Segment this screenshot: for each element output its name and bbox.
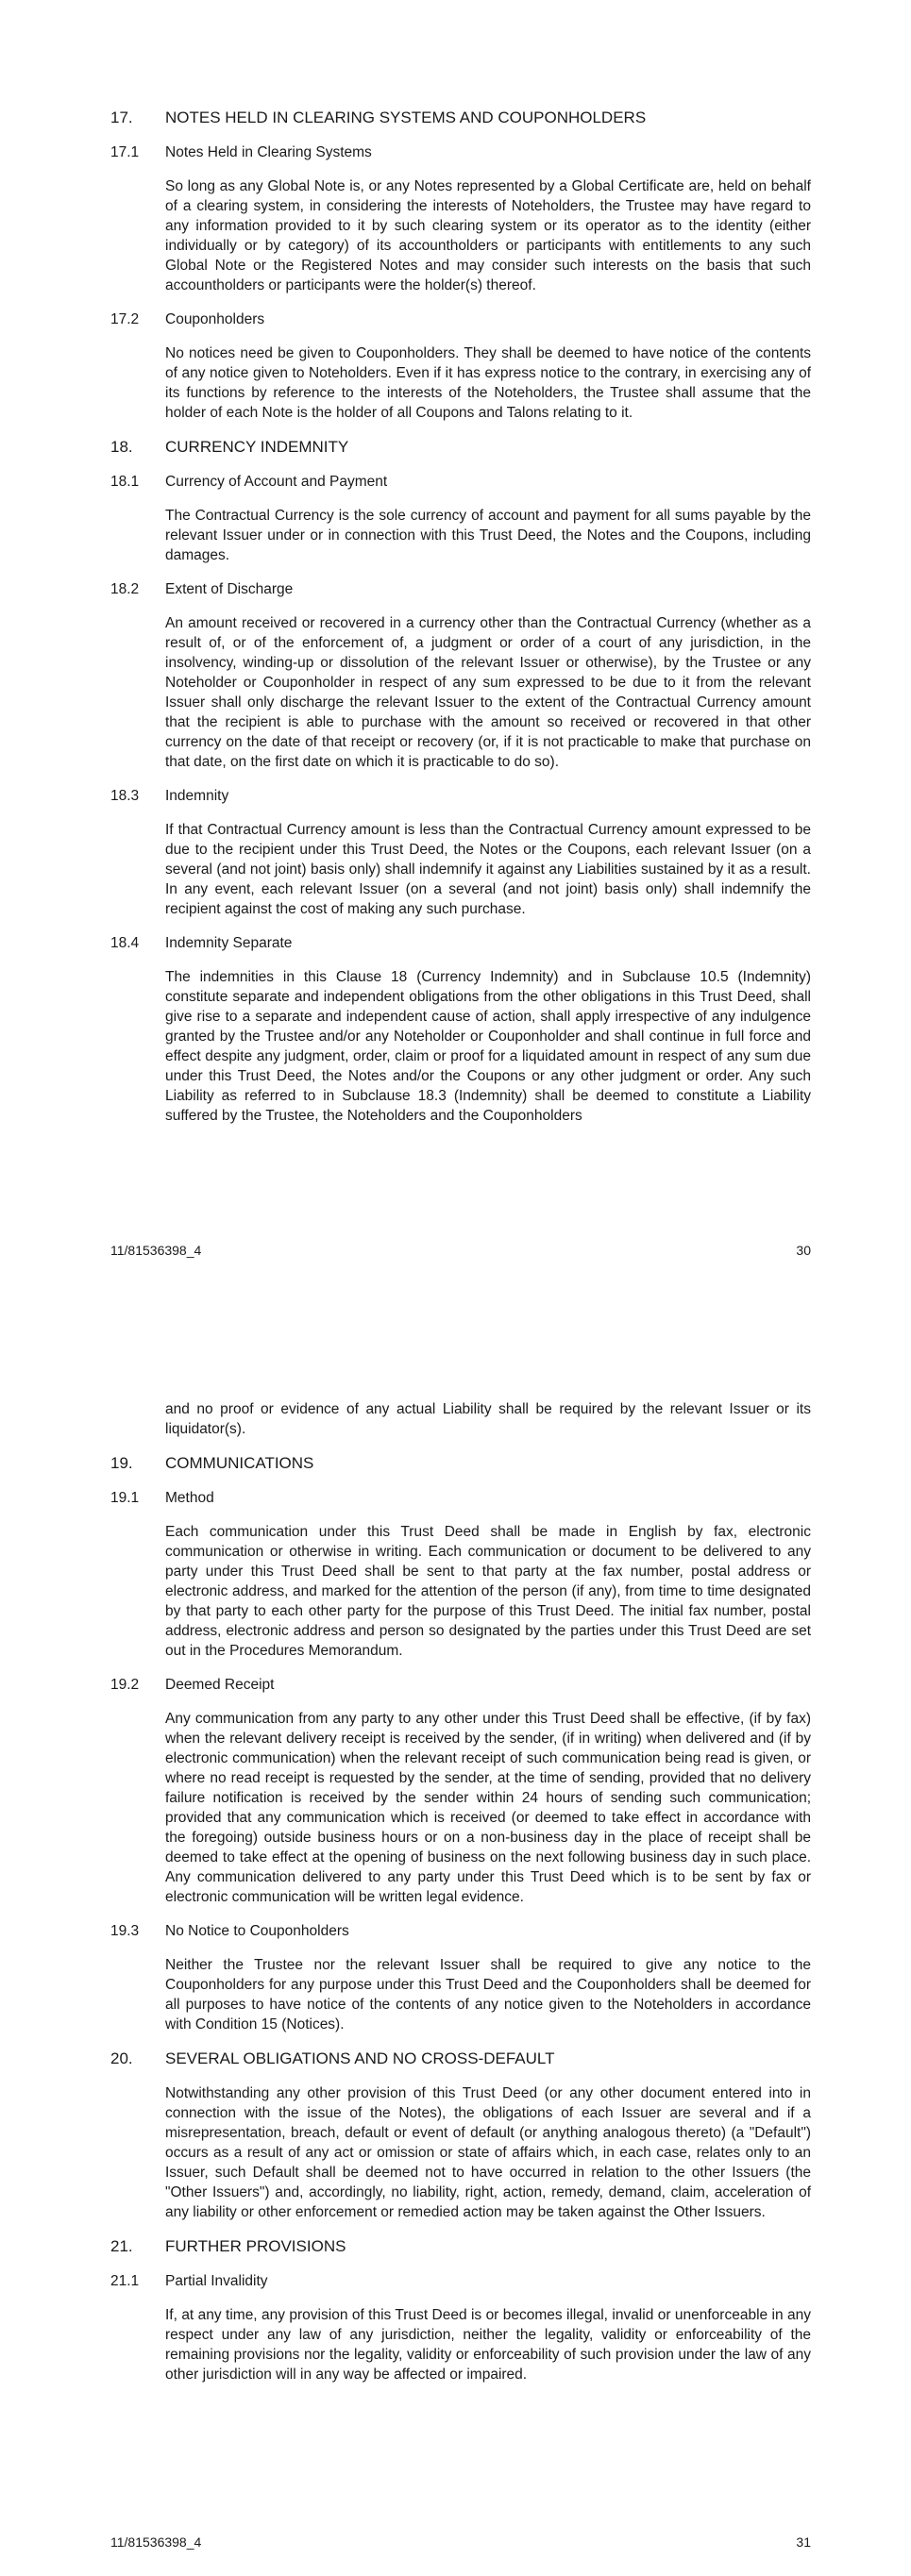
clause-number: 17. [110,109,133,126]
subclause-title: Deemed Receipt [165,1677,275,1693]
subclause-heading-18-4 [110,933,811,953]
subclause-number: 18.1 [110,474,140,490]
subclause-text-19-3: Neither the Trustee nor the relevant Issuer shall be required to give any notice to the Couponholders for any purpose under this Trust Deed and the Couponholders shall be deemed for all purposes to have notice of the contents of any notice given to the Noteholders in accordance with Condition 15 (Notices). [165,1957,811,2032]
subclause-text-18-4: The indemnities in this Clause 18 (Currency Indemnity) and in Subclause 10.5 (Indemnity) constitute separate and independent obligations from the other obligations in this Trust Deed, shall give rise to a separate and independent cause of action, shall apply irrespective of any indulgence granted by the Trustee and/or any Noteholder or Couponholder and shall continue in full force and effect despite any judgment, order, claim or proof for a liquidated amount in respect of any sum due under this Trust Deed, the Notes and/or the Coupons or any other judgment or order. Any such Liability as referred to in Subclause 18.3 (Indemnity) shall be deemed to constitute a Liability suffered by the Trustee, the Noteholders and the Couponholders [165,969,811,1124]
subclause-heading-19-1 [110,1488,811,1508]
subclause-number: 18.2 [110,581,140,597]
subclause-number: 19.1 [110,1490,140,1506]
subclause-number: 19.2 [110,1677,140,1693]
subclause-heading-17-1 [110,142,811,162]
subclause-text-17-1: So long as any Global Note is, or any Notes represented by a Global Certificate are, held on behalf of a clearing system, in considering the interests of Noteholders, the Trustee may have regard to any information provided to it by such clearing system or its operator as to the identity (either individually or by category) of its accountholders or participants with entitlements to any such Global Note or the Registered Notes and may consider such interests on the basis that such accountholders or participants were the holder(s) thereof. [165,178,811,293]
page-footer [110,2534,811,2551]
clause-heading-17 [110,108,811,128]
clause-text-20: Notwithstanding any other provision of this Trust Deed (or any other document entered into in connection with the issue of the Notes), the obligations of each Issuer are several and if a misrepresentation, breach, default or event of default (or anything analogous thereto) (a "Default") occurs as a result of any act or omission or state of affairs which, in each case, relates only to an Issuer, such Default shall be deemed not to have occurred in relation to the other Issuers (the "Other Issuers") and, accordingly, no liability, right, action, remedy, demand, claim, acceleration of any liability or other enforcement or remedied action may be taken against the Other Issuers. [165,2085,811,2220]
clause-title: CURRENCY INDEMNITY [165,438,349,456]
subclause-text-18-1: The Contractual Currency is the sole currency of account and payment for all sums payable by the relevant Issuer under or in connection with this Trust Deed, the Notes and the Coupons, including damages. [165,508,811,563]
clause-title: NOTES HELD IN CLEARING SYSTEMS AND COUPONHOLDERS [165,109,647,126]
clause-heading-20 [110,2049,811,2069]
document-reference: 11/81536398_4 [110,1243,202,1258]
subclause-heading-21-1 [110,2271,811,2291]
subclause-text-18-3: If that Contractual Currency amount is less than the Contractual Currency amount expressed to be due to the recipient under this Trust Deed, the Notes or the Coupons, each relevant Issuer (on a several (and not joint) basis only) shall indemnify it against any Liabilities sustained by it as a result. In any event, each relevant Issuer (on a several (and not joint) basis only) shall indemnify the recipient against the cost of making any such purchase. [165,822,811,917]
subclause-heading-19-2 [110,1675,811,1695]
subclause-number: 19.3 [110,1923,140,1939]
subclause-title: Couponholders [165,311,265,327]
subclause-number: 17.2 [110,311,140,327]
clause-title: SEVERAL OBLIGATIONS AND NO CROSS-DEFAULT [165,2049,555,2067]
subclause-text-19-1: Each communication under this Trust Deed shall be made in English by fax, electronic communication or otherwise in writing. Each communication or document to be delivered to any party under this Trust Deed shall be sent to that party at the fax number, postal address or electronic address, and marked for the attention of the person (if any), from time to time designated by that party to each other party for the purpose of this Trust Deed. The initial fax number, postal address, electronic address and person so designated by the parties under this Trust Deed are set out in the Procedures Memorandum. [165,1524,811,1659]
subclause-text-21-1: If, at any time, any provision of this Trust Deed is or becomes illegal, invalid or unenforceable in any respect under any law of any jurisdiction, neither the legality, validity or enforceability of the remaining provisions nor the legality, validity or enforceability of such provision under the law of any other jurisdiction will in any way be affected or impaired. [165,2307,811,2383]
subclause-title: Method [165,1490,214,1506]
subclause-title: No Notice to Couponholders [165,1923,349,1939]
subclause-number: 21.1 [110,2273,140,2289]
subclause-title: Indemnity Separate [165,935,293,951]
page-number: 30 [796,1243,811,1258]
page-content [110,1399,811,2399]
subclause-heading-18-1 [110,472,811,492]
clause-title: COMMUNICATIONS [165,1454,314,1472]
subclause-number: 18.4 [110,935,140,951]
subclause-heading-18-3 [110,786,811,806]
subclause-title: Currency of Account and Payment [165,474,388,490]
subclause-heading-19-3 [110,1921,811,1941]
clause-number: 21. [110,2237,133,2255]
subclause-heading-18-2 [110,579,811,599]
page-footer [110,1242,811,1259]
subclause-title: Extent of Discharge [165,581,294,597]
continuation-text: and no proof or evidence of any actual Liability shall be required by the relevant Issuer or its liquidator(s). [165,1401,811,1437]
clause-number: 18. [110,438,133,456]
subclause-title: Notes Held in Clearing Systems [165,144,372,160]
subclause-number: 17.1 [110,144,140,160]
subclause-heading-17-2 [110,309,811,329]
clause-number: 20. [110,2049,133,2067]
document-reference: 11/81536398_4 [110,2534,202,2550]
subclause-title: Partial Invalidity [165,2273,268,2289]
subclause-title: Indemnity [165,788,229,804]
subclause-number: 18.3 [110,788,140,804]
clause-heading-21 [110,2236,811,2257]
clause-title: FURTHER PROVISIONS [165,2237,346,2255]
clause-heading-19 [110,1453,811,1474]
page-number: 31 [796,2534,811,2550]
subclause-text-19-2: Any communication from any party to any other under this Trust Deed shall be effective, (if by fax) when the relevant delivery receipt is received by the sender, (if in writing) when delivered and (if by electronic communication) when the relevant receipt of such communication being read is given, or where no read receipt is requested by the sender, at the time of sending, provided that no delivery failure notification is received by the sender within 24 hours of sending such communication; provided that any communication which is received (or deemed to take effect in accordance with the foregoing) outside business hours or on a non-business day in the place of receipt shall be deemed to take effect at the opening of business on the next following business day in such place. Any communication delivered to any party under this Trust Deed which is to be sent by fax or electronic communication will be written legal evidence. [165,1711,811,1905]
page-content [110,108,811,1140]
subclause-text-17-2: No notices need be given to Couponholders. They shall be deemed to have notice of the contents of any notice given to Noteholders. Even if it has express notice to the contrary, in exercising any of its functions by reference to the interests of the Noteholders, the Trustee shall assume that the holder of each Note is the holder of all Coupons and Talons relating to it. [165,345,811,421]
clause-number: 19. [110,1454,133,1472]
subclause-text-18-2: An amount received or recovered in a currency other than the Contractual Currency (whether as a result of, or of the enforcement of, a judgment or order of a court of any jurisdiction, in the insolvency, winding-up or dissolution of the relevant Issuer or otherwise), by the Trustee or any Noteholder or Couponholder in respect of any sum expressed to be due to it from the relevant Issuer shall only discharge the relevant Issuer to the extent of the Contractual Currency amount that the recipient is able to purchase with the amount so received or recovered in that other currency on the date of that receipt or recovery (or, if it is not practicable to make that purchase on that date, on the first date on which it is practicable to do so). [165,615,811,770]
document-page-31 [0,1288,911,2576]
clause-heading-18 [110,437,811,458]
